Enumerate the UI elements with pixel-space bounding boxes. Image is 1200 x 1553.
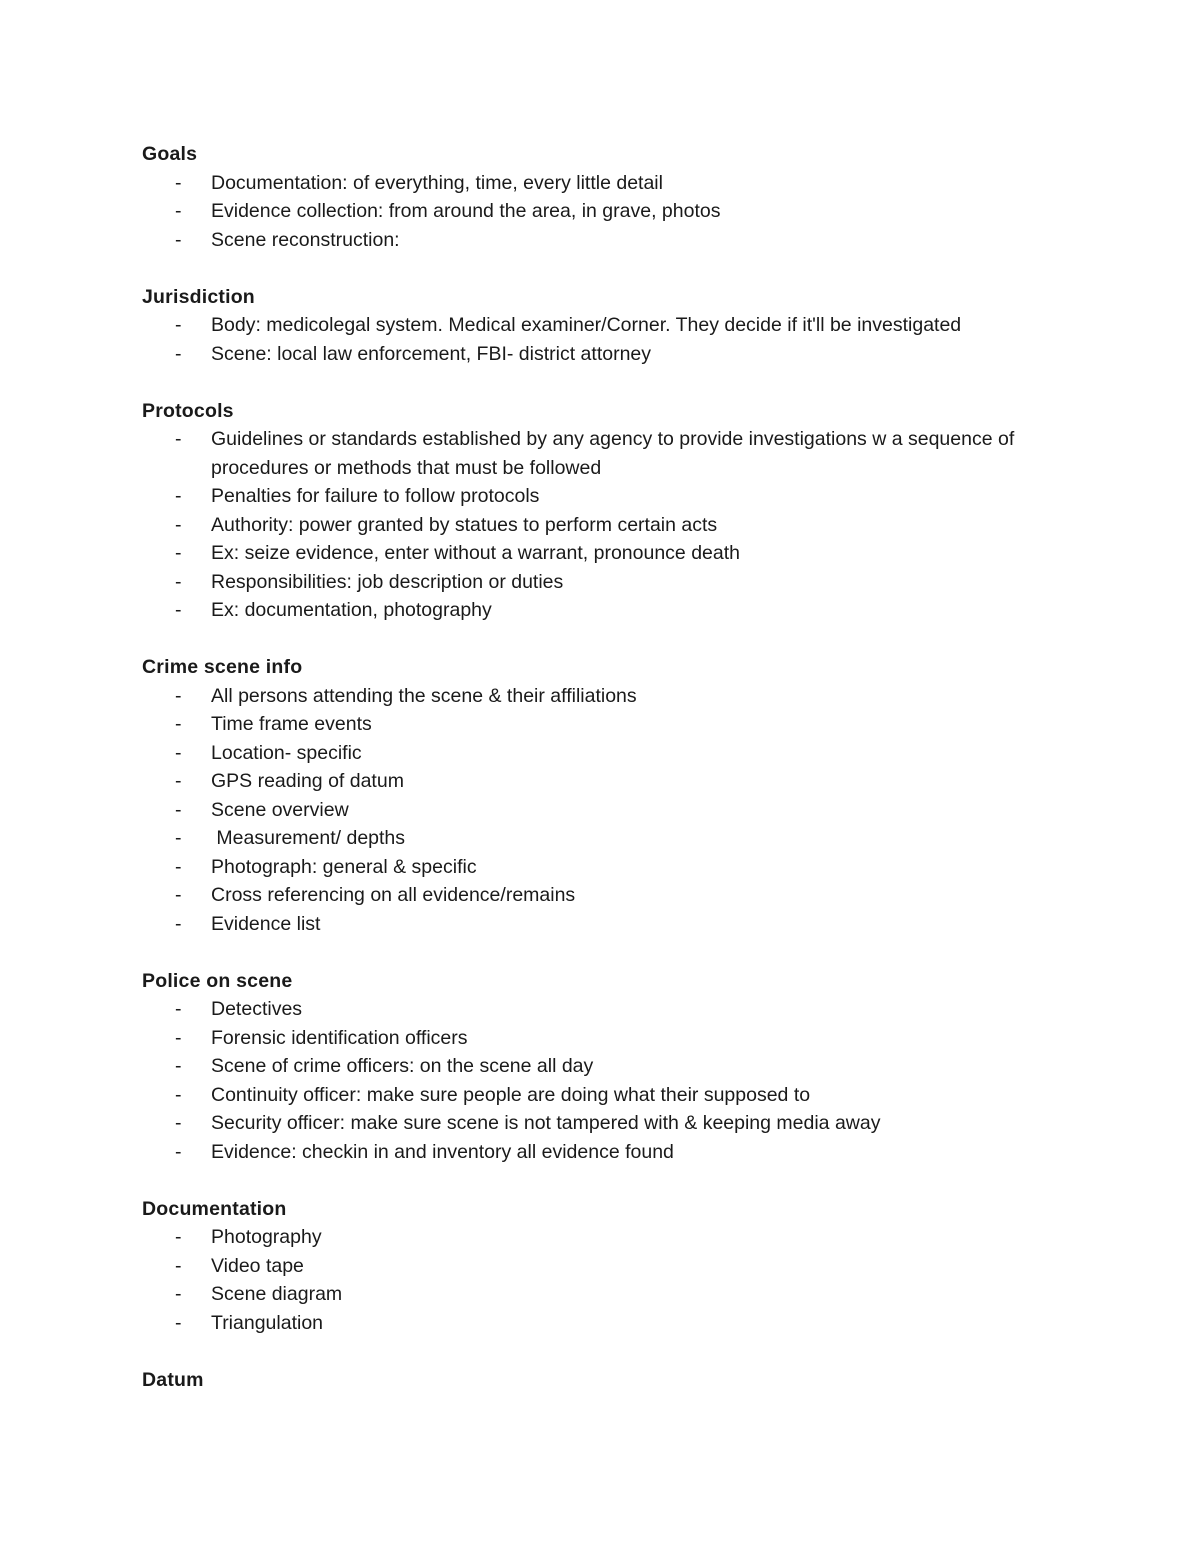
- section-crime-scene-info: [142, 653, 1102, 938]
- bullet-dash-icon: -: [175, 713, 182, 735]
- list-item: [142, 197, 1102, 226]
- bullet-dash-icon: -: [175, 1226, 182, 1248]
- list-item: [142, 1309, 1102, 1338]
- bullet-dash-icon: -: [175, 542, 182, 564]
- list-item: [142, 1252, 1102, 1281]
- document-page: [142, 140, 1102, 1423]
- list-item-text: GPS reading of datum: [211, 770, 404, 792]
- list-item: [142, 796, 1102, 825]
- bullet-dash-icon: -: [175, 1254, 182, 1277]
- list-item-text: Location- specific: [211, 741, 362, 764]
- bullet-dash-icon: -: [175, 855, 182, 878]
- list-item: [142, 1052, 1102, 1081]
- list-item: [142, 710, 1102, 739]
- bullet-dash-icon: -: [175, 485, 182, 507]
- list-item-text: Ex: documentation, photography: [211, 599, 492, 621]
- list-item: [142, 881, 1102, 910]
- bullet-dash-icon: -: [175, 1311, 182, 1334]
- bullet-dash-icon: -: [175, 428, 182, 450]
- bullet-dash-icon: -: [175, 513, 182, 536]
- bullet-dash-icon: -: [175, 684, 182, 707]
- list-item-text: Video tape: [211, 1254, 304, 1277]
- bullet-dash-icon: -: [175, 1283, 182, 1305]
- list-item: [142, 511, 1102, 540]
- list-item-text: Evidence: checkin in and inventory all evidence found: [211, 1140, 674, 1163]
- section-heading: Protocols: [142, 399, 234, 422]
- list-item-text: Body: medicolegal system. Medical examiner/Corner. They decide if it'll be investigated: [211, 314, 962, 336]
- list-item: [142, 1109, 1102, 1138]
- section-goals: [142, 140, 1102, 254]
- bullet-dash-icon: -: [175, 884, 182, 906]
- list-item-text: Cross referencing on all evidence/remains: [211, 884, 576, 906]
- bullet-dash-icon: -: [175, 912, 182, 935]
- bullet-dash-icon: -: [175, 200, 182, 222]
- list-item: [142, 425, 1102, 482]
- list-item: [142, 910, 1102, 939]
- list-item-text: Time frame events: [211, 713, 372, 735]
- bullet-dash-icon: -: [175, 827, 182, 849]
- list-item-text: Responsibilities: job description or duties: [211, 570, 564, 593]
- list-item-text: Security officer: make sure scene is not tampered with & keeping media away: [211, 1112, 881, 1134]
- list-item: [142, 995, 1102, 1024]
- section-protocols: [142, 397, 1102, 625]
- list-item: [142, 596, 1102, 625]
- bullet-list: [142, 311, 1102, 368]
- list-item-text: Authority: power granted by statues to perform certain acts: [211, 513, 718, 536]
- bullet-list: [142, 169, 1102, 255]
- bullet-dash-icon: -: [175, 1026, 182, 1049]
- list-item: [142, 1024, 1102, 1053]
- section-heading: Documentation: [142, 1197, 287, 1220]
- list-item: [142, 1081, 1102, 1110]
- list-item-text: Photograph: general & specific: [211, 855, 477, 878]
- list-item: [142, 824, 1102, 853]
- bullet-dash-icon: -: [175, 342, 182, 365]
- bullet-dash-icon: -: [175, 171, 182, 194]
- bullet-dash-icon: -: [175, 1140, 182, 1163]
- section-heading: Datum: [142, 1368, 204, 1391]
- bullet-dash-icon: -: [175, 314, 182, 336]
- list-item-text: Documentation: of everything, time, every little detail: [211, 171, 663, 194]
- section-heading: Crime scene info: [142, 656, 303, 678]
- bullet-dash-icon: -: [175, 741, 182, 764]
- bullet-dash-icon: -: [175, 1055, 182, 1077]
- list-item: [142, 539, 1102, 568]
- list-item-text: Forensic identification officers: [211, 1026, 468, 1049]
- list-item-text: Guidelines or standards established by any agency to provide investigations w a sequence of procedures or methods that must be followed: [211, 428, 1020, 479]
- bullet-dash-icon: -: [175, 1083, 182, 1106]
- list-item-text: Scene overview: [211, 798, 349, 821]
- list-item: [142, 1223, 1102, 1252]
- list-item-text: Scene of crime officers: on the scene all day: [211, 1055, 594, 1077]
- list-item-text: Penalties for failure to follow protocols: [211, 485, 540, 507]
- list-item-text: Evidence collection: from around the area, in grave, photos: [211, 200, 721, 222]
- list-item-text: Photography: [211, 1226, 322, 1248]
- list-item-text: Continuity officer: make sure people are doing what their supposed to: [211, 1083, 811, 1106]
- list-item: [142, 1138, 1102, 1167]
- list-item: [142, 311, 1102, 340]
- section-documentation: [142, 1195, 1102, 1338]
- list-item-text: Ex: seize evidence, enter without a warrant, pronounce death: [211, 542, 740, 564]
- bullet-dash-icon: -: [175, 570, 182, 593]
- list-item: [142, 169, 1102, 198]
- list-item: [142, 682, 1102, 711]
- list-item: [142, 739, 1102, 768]
- list-item: [142, 226, 1102, 255]
- list-item: [142, 767, 1102, 796]
- bullet-dash-icon: -: [175, 228, 182, 251]
- bullet-list: [142, 682, 1102, 939]
- section-datum: [142, 1366, 1102, 1395]
- list-item-text: Scene reconstruction:: [211, 228, 400, 251]
- bullet-dash-icon: -: [175, 1112, 182, 1134]
- bullet-list: [142, 425, 1102, 625]
- list-item: [142, 482, 1102, 511]
- list-item: [142, 340, 1102, 369]
- section-heading: Jurisdiction: [142, 285, 255, 308]
- list-item: [142, 1280, 1102, 1309]
- list-item-text: Scene diagram: [211, 1283, 343, 1305]
- list-item-text: Scene: local law enforcement, FBI- district attorney: [211, 342, 652, 365]
- bullet-list: [142, 1223, 1102, 1337]
- list-item-text: Evidence list: [211, 912, 321, 935]
- list-item: [142, 568, 1102, 597]
- bullet-dash-icon: -: [175, 798, 182, 821]
- list-item-text: Triangulation: [211, 1311, 324, 1334]
- bullet-list: [142, 995, 1102, 1166]
- bullet-dash-icon: -: [175, 770, 182, 792]
- section-police-on-scene: [142, 967, 1102, 1167]
- bullet-dash-icon: -: [175, 599, 182, 621]
- list-item: [142, 853, 1102, 882]
- section-jurisdiction: [142, 283, 1102, 369]
- section-heading: Police on scene: [142, 969, 293, 992]
- list-item-text: All persons attending the scene & their affiliations: [211, 684, 637, 707]
- list-item-text: Detectives: [211, 998, 303, 1020]
- bullet-dash-icon: -: [175, 998, 182, 1020]
- list-item-text: Measurement/ depths: [211, 827, 406, 849]
- section-heading: Goals: [142, 143, 198, 165]
